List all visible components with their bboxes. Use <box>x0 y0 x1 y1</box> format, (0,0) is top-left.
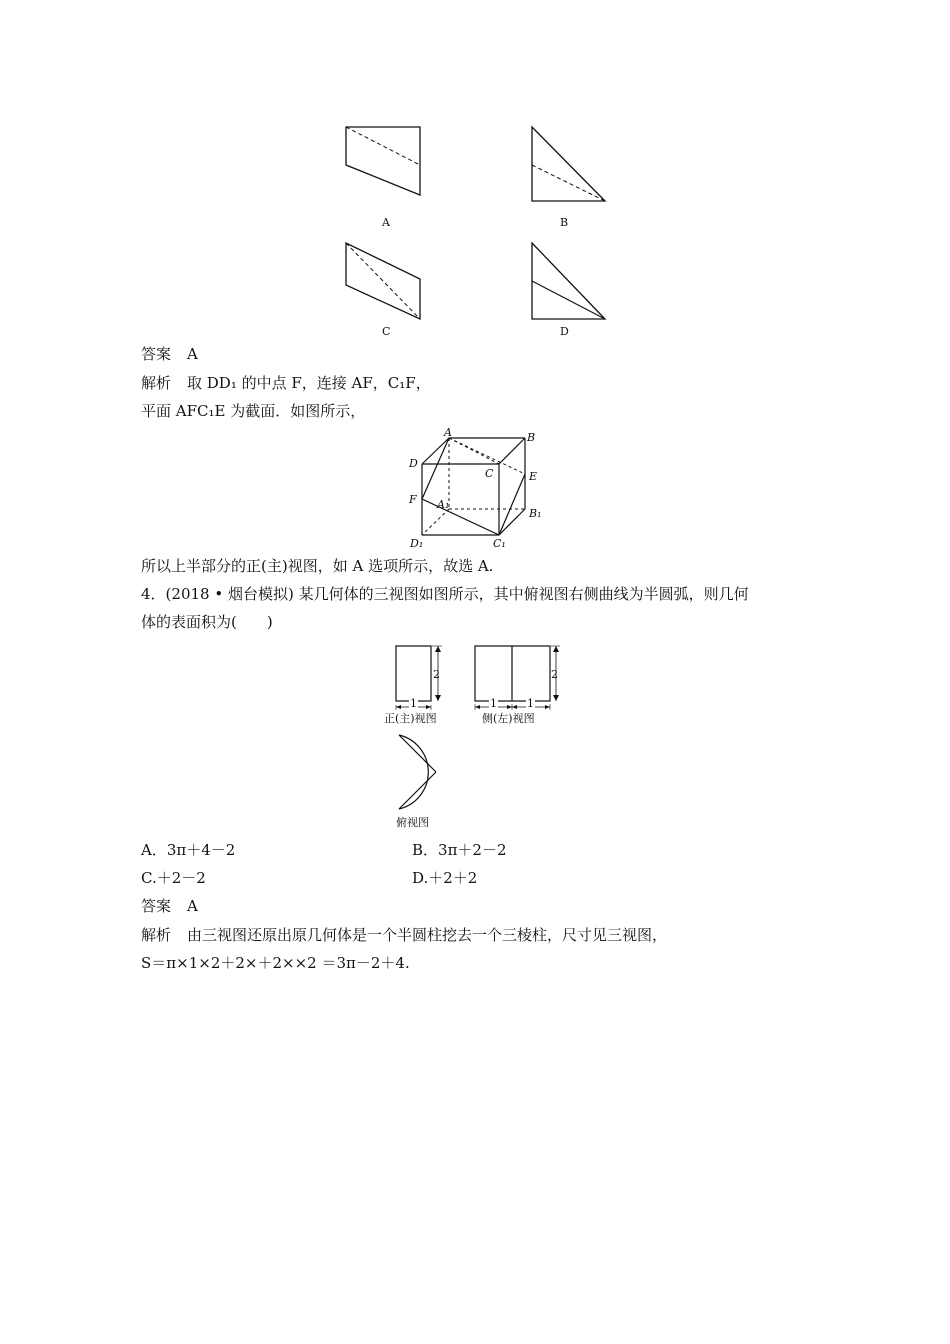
side-view-caption: 侧(左)视图 <box>482 712 535 725</box>
analysis-label: 解析 <box>141 374 172 392</box>
side-view-width-right: 1 <box>527 697 534 710</box>
top-view-drawing <box>384 730 464 830</box>
analysis-label: 解析 <box>141 926 172 944</box>
front-view-height: 2 <box>433 668 440 681</box>
q4-analysis-line1 <box>141 925 667 945</box>
q3-analysis-line2 <box>141 401 365 421</box>
option-figure-c <box>340 238 430 338</box>
option-figure-b-label: B <box>560 216 569 229</box>
option-figure-c-label: C <box>382 325 391 338</box>
side-view-width-left: 1 <box>490 697 497 710</box>
option-figure-a-drawing <box>340 122 430 232</box>
q4-stem-text: 体的表面积为( ) <box>141 613 273 631</box>
option-figure-d-drawing <box>526 238 616 338</box>
front-view <box>382 640 454 730</box>
option-figure-d <box>526 238 616 338</box>
option-figure-c-drawing <box>340 238 430 338</box>
side-view-height: 2 <box>551 668 558 681</box>
q4-option-a[interactable] <box>141 840 235 860</box>
cube-drawing <box>402 427 552 552</box>
q4-analysis-line2 <box>141 953 410 973</box>
q4-option-c[interactable] <box>141 868 206 888</box>
answer-label: 答案 <box>141 345 172 363</box>
vertex-label-f: F <box>409 493 417 506</box>
option-figure-b <box>526 122 616 232</box>
top-view <box>384 730 464 830</box>
q4-option-d[interactable] <box>412 868 477 888</box>
vertex-label-d: D <box>409 457 418 470</box>
front-view-drawing <box>382 640 454 730</box>
q4-stem-line1 <box>141 584 749 604</box>
top-view-caption: 俯视图 <box>396 816 429 829</box>
q4-stem-text: 4．(2018 • 烟台模拟) 某几何体的三视图如图所示，其中俯视图右侧曲线为半圆弧，则几何 <box>141 585 749 603</box>
analysis-text: 取 DD₁ 的中点 F，连接 AF，C₁F， <box>187 374 431 392</box>
vertex-label-d1: D₁ <box>410 537 424 550</box>
option-d-text: D.＋2＋2 <box>412 869 478 887</box>
analysis-text: 平面 AFC₁E 为截面．如图所示， <box>141 402 366 420</box>
front-view-caption: 正(主)视图 <box>384 712 437 725</box>
q4-stem-line2 <box>141 612 273 632</box>
vertex-label-a: A <box>444 427 452 439</box>
option-a-text: A．3π＋4－2 <box>141 841 236 859</box>
option-c-text: C.＋2－2 <box>141 869 206 887</box>
vertex-label-b1: B₁ <box>529 507 542 520</box>
analysis-text: 由三视图还原出原几何体是一个半圆柱挖去一个三棱柱，尺寸见三视图， <box>187 926 668 944</box>
answer-value: A <box>187 345 198 363</box>
q3-analysis-line1 <box>141 373 431 393</box>
q3-conclusion <box>141 556 493 576</box>
answer-value: A <box>187 897 198 915</box>
vertex-label-a1: A₁ <box>437 498 450 511</box>
vertex-label-c: C <box>485 467 494 480</box>
option-figure-d-label: D <box>560 325 569 338</box>
formula-text: S＝π×1×2＋2×＋2××2 ＝3π－2＋4. <box>141 954 410 972</box>
answer-label: 答案 <box>141 897 172 915</box>
conclusion-text: 所以上半部分的正(主)视图，如 A 选项所示，故选 A. <box>141 557 494 575</box>
vertex-label-c1: C₁ <box>493 537 506 550</box>
option-b-text: B．3π＋2－2 <box>412 841 507 859</box>
cube-figure <box>402 427 552 552</box>
q4-option-b[interactable] <box>412 840 507 860</box>
q3-answer-line <box>141 344 198 364</box>
option-figure-a <box>340 122 430 232</box>
q4-answer-line <box>141 896 198 916</box>
side-view-drawing <box>470 640 570 730</box>
vertex-label-b: B <box>527 431 536 444</box>
side-view <box>470 640 570 730</box>
option-figure-b-drawing <box>526 122 616 232</box>
option-figure-a-label: A <box>382 216 390 229</box>
front-view-width: 1 <box>410 697 417 710</box>
vertex-label-e: E <box>529 470 538 483</box>
